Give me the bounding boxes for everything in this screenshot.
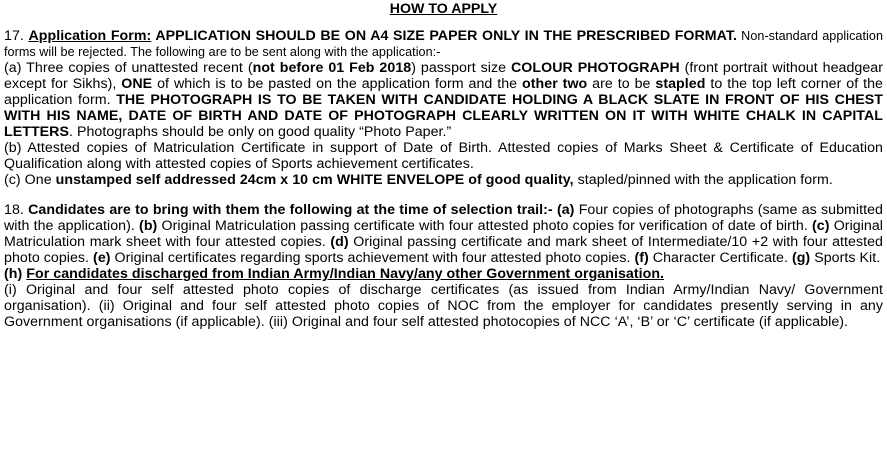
- item-b-label: (b): [139, 218, 158, 234]
- item-g-text: Sports Kit.: [810, 250, 881, 266]
- item-b-text: Original Matriculation passing certificate with four attested photo copies for verification of date of birth.: [157, 218, 813, 234]
- item-a-text-5: are to be: [587, 76, 656, 92]
- item-a-bold-3: ONE: [121, 76, 153, 92]
- section-18-number: 18.: [4, 202, 29, 218]
- item-h-label: (h): [4, 266, 23, 282]
- section-17-item-b: (b) Attested copies of Matriculation Certificate in support of Date of Birth. Attested copies of Marks Sheet & Certificate of Education Qualification along with attested copies of Sports achievement certificates.: [4, 140, 883, 172]
- item-c-text-2: stapled/pinned with the application form.: [573, 172, 833, 188]
- item-e-label: (e): [93, 250, 111, 266]
- section-18-bold-intro: Candidates are to bring with them the following at the time of selection trail:-: [28, 202, 553, 218]
- item-f-text: Character Certificate.: [648, 250, 792, 266]
- section-18-item-h: [4, 266, 883, 282]
- item-f-label: (f): [634, 250, 649, 266]
- section-17-item-c: [4, 172, 883, 188]
- section-17-intro: [4, 28, 883, 60]
- item-a-text-6: to the top left corner of the application form.: [4, 76, 883, 108]
- item-a-text-3: (front portrait without headgear except for Sikhs),: [4, 60, 883, 92]
- page-heading: HOW TO APPLY: [389, 1, 498, 17]
- item-a-text: Four copies of photographs (same as submitted with the application).: [4, 202, 883, 234]
- section-17-item-a: [4, 60, 883, 140]
- item-a-label: (a): [556, 202, 575, 218]
- section-17-tail: Non-standard application forms will be rejected. The following are to be sent along with the application:-: [4, 29, 883, 59]
- item-c-text-1: (c) One: [4, 172, 56, 188]
- item-c-label: (c): [812, 218, 830, 234]
- item-a-bold-1: not before 01 Feb 2018: [252, 60, 412, 76]
- item-d-label: (d): [330, 234, 349, 250]
- section-18-item-h-body: (i) Original and four self attested photo copies of discharge certificates (as issued from Indian Army/Indian Navy/ Government organisation). (ii) Original and four self attested photo copies of NOC from the employer for candidates presently serving in any Government organisations (if applicable). (iii) Original and four self attested photocopies of NCC ‘A’, ‘B’ or ‘C’ certificate (if applicable).: [4, 282, 883, 330]
- section-17-bold-intro: APPLICATION SHOULD BE ON A4 SIZE PAPER ONLY IN THE PRESCRIBED FORMAT.: [151, 28, 738, 44]
- item-d-text: Original passing certificate and mark sheet of Intermediate/10 +2 with four attested photo copies.: [4, 234, 883, 266]
- item-e-text: Original certificates regarding sports achievement with four attested photo copies.: [110, 250, 635, 266]
- item-a-text-7: . Photographs should be only on good quality “Photo Paper.”: [68, 124, 452, 140]
- section-17-number: 17.: [4, 28, 29, 44]
- item-a-bold-2: COLOUR PHOTOGRAPH: [511, 60, 680, 76]
- section-18-body: [4, 202, 883, 266]
- item-h-heading: For candidates discharged from Indian Army/Indian Navy/any other Government organisation.: [26, 266, 665, 282]
- item-a-text-4: of which is to be pasted on the application form and the: [152, 76, 523, 92]
- item-a-bold-5: stapled: [655, 76, 706, 92]
- item-c-text: Original Matriculation mark sheet with four attested copies.: [4, 218, 884, 250]
- item-a-text-2: ) passport size: [411, 60, 512, 76]
- item-a-bold-4: other two: [522, 76, 588, 92]
- item-a-text-1: (a) Three copies of unattested recent (: [4, 60, 253, 76]
- section-17-label: Application Form:: [28, 28, 152, 44]
- item-a-bold-6: THE PHOTOGRAPH IS TO BE TAKEN WITH CANDIDATE HOLDING A BLACK SLATE IN FRONT OF HIS CHEST WITH HIS NAME, DATE OF BIRTH AND DATE OF PHOTOGRAPH CLEARLY WRITTEN ON IT WITH WHITE CHALK IN CAPITAL LETTERS: [4, 92, 883, 140]
- item-g-label: (g): [791, 250, 811, 266]
- item-c-bold-1: unstamped self addressed 24cm x 10 cm WHITE ENVELOPE of good quality,: [55, 172, 574, 188]
- section-spacer: [4, 188, 883, 202]
